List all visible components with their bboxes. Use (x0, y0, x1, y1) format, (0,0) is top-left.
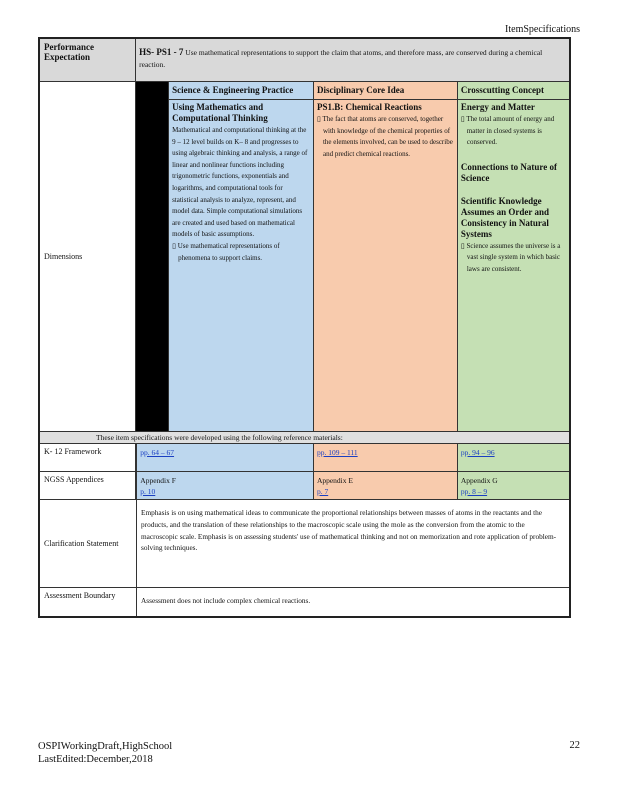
bullet-icon: ▯ (172, 241, 178, 250)
framework-link-dci[interactable]: pp. 109 – 111 (316, 448, 358, 457)
dci-title: PS1.B: Chemical Reactions (316, 102, 422, 112)
ngss-link-sep[interactable]: p. 10 (140, 487, 156, 496)
ngss-link-dci[interactable]: p. 7 (316, 487, 329, 496)
ngss-cell-sep (136, 472, 313, 499)
assessment-row (40, 588, 569, 616)
sep-bullet (172, 241, 310, 264)
ngss-label: NGSS Appendices (40, 472, 136, 499)
black-bar (136, 82, 168, 431)
dci-bullet (317, 114, 454, 160)
assessment-text: Assessment does not include complex chemical reactions. (141, 596, 311, 605)
ccc-title-scientific-knowledge: Scientific Knowledge Assumes an Order and Consistency in Natural Systems (460, 195, 549, 239)
ngss-cell-dci (313, 472, 457, 499)
footer-line-2: LastEdited:December,2018 (38, 754, 153, 765)
ccc-title-energy: Energy and Matter (460, 102, 535, 112)
pe-description: Use mathematical representations to support the claim that atoms, and therefore mass, are conserved during a chemical reaction. (139, 48, 543, 69)
page-header-title: ItemSpecifications (505, 24, 580, 35)
dimensions-row (40, 82, 569, 432)
clarification-label: Clarification Statement (40, 500, 137, 587)
sep-bullet-text: Use mathematical representations of phenomena to support claims. (177, 241, 280, 262)
ccc-heading: Crosscutting Concept (458, 82, 569, 100)
reference-note: These item specifications were developed using the following reference materials: (40, 432, 569, 444)
framework-cell-dci (313, 444, 457, 471)
performance-expectation-text (136, 39, 569, 81)
ccc-bullet-science-text: Science assumes the universe is a vast single system in which basic laws are consistent. (466, 241, 561, 273)
footer (38, 740, 172, 766)
dci-column (313, 82, 457, 431)
bullet-icon: ▯ (460, 115, 467, 123)
performance-expectation-label: Performance Expectation (40, 39, 136, 81)
ngss-appendix-dci: Appendix E (316, 476, 353, 485)
performance-expectation-row (40, 39, 569, 82)
ccc-bullet-energy-text: The total amount of energy and matter in closed systems is conserved. (466, 115, 555, 147)
ccc-bullet-energy (461, 114, 566, 149)
ccc-column (457, 82, 569, 431)
framework-row (40, 444, 569, 472)
sep-column (168, 82, 313, 431)
sep-body: Mathematical and computational thinking at the 9 – 12 level builds on K– 8 and progresses to using algebraic thinking and analysis, a range of linear and nonlinear functions including trigonometric functions, exponentials and logarithms, and computational tools for statistical analysis to analyze, represent, and model data. Simple computational simulations are created and used based on mathematical models of basic assumptions. (172, 126, 308, 239)
pe-code: HS- PS1 - 7 (139, 47, 184, 57)
framework-cell-ccc (457, 444, 569, 471)
dimensions-label: Dimensions (40, 82, 136, 431)
sep-title: Using Mathematics and Computational Thinking (172, 102, 268, 123)
dci-heading: Disciplinary Core Idea (314, 82, 457, 100)
page-number: 22 (569, 740, 580, 751)
assessment-label: Assessment Boundary (40, 588, 137, 616)
ccc-title-connections: Connections to Nature of Science (460, 161, 557, 183)
framework-cell-sep (136, 444, 313, 471)
framework-link-sep[interactable]: pp. 64 – 67 (140, 448, 175, 457)
framework-link-ccc[interactable]: pp. 94 – 96 (460, 448, 495, 457)
ccc-bullet-science (461, 241, 566, 276)
clarification-text: Emphasis is on using mathematical ideas to communicate the proportional relationships between masses of atoms in the reactants and the products, and the translation of these relationships to the macroscopic scale using the mole as the conversion from the atomic to the macroscopic scale. Emphasis is on assessing students' use of mathematical thinking and not on memorization and rote application of problem-solving techniques. (141, 508, 557, 553)
ngss-appendix-sep: Appendix F (140, 476, 176, 485)
item-specification-table (38, 37, 571, 618)
ngss-cell-ccc (457, 472, 569, 499)
bullet-icon: ▯ (316, 115, 323, 123)
dci-bullet-text: The fact that atoms are conserved, together with knowledge of the chemical properties of the elements involved, can be used to describe and predict chemical reactions. (322, 115, 453, 158)
clarification-row (40, 500, 569, 588)
ngss-link-ccc[interactable]: pp. 8 – 9 (460, 487, 488, 496)
sep-heading: Science & Engineering Practice (169, 82, 313, 100)
ngss-row (40, 472, 569, 500)
ngss-appendix-ccc: Appendix G (460, 476, 498, 485)
framework-label: K- 12 Framework (40, 444, 136, 471)
footer-line-1: OSPIWorkingDraft,HighSchool (38, 741, 173, 752)
bullet-icon: ▯ (460, 241, 467, 250)
